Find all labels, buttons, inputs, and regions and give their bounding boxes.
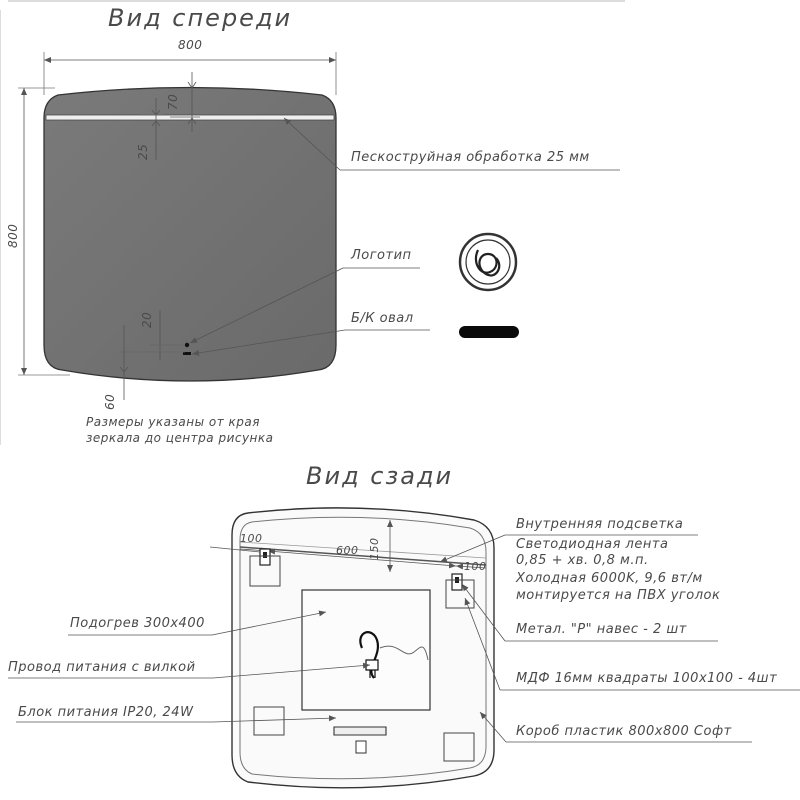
label-box: Короб пластик 800х800 Софт — [516, 724, 732, 739]
power-supply-socket — [356, 741, 366, 753]
dim-100-left-label: 100 — [240, 532, 263, 545]
back-view — [8, 508, 800, 788]
front-view — [18, 52, 620, 400]
label-backlight-5: монтируется на ПВХ уголок — [516, 588, 721, 603]
dim-70-label: 70 — [166, 93, 180, 110]
label-backlight-1: Внутренняя подсветка — [516, 517, 684, 532]
dim-width-label: 800 — [178, 38, 203, 52]
dim-20-label: 20 — [140, 311, 154, 328]
label-sandblast: Пескоструйная обработка 25 мм — [351, 150, 590, 165]
dim-height-label: 800 — [6, 223, 20, 248]
label-oval: Б/К овал — [351, 311, 414, 326]
label-backlight-4: Холодная 6000K, 9,6 вт/м — [516, 571, 703, 586]
note-line-1: Размеры указаны от края — [86, 415, 260, 429]
hanger-left — [260, 549, 270, 565]
label-backlight-2: Светодиодная лента — [516, 537, 669, 552]
dim-100-right-label: 100 — [464, 560, 487, 573]
label-logo: Логотип — [351, 248, 412, 263]
mirror-front — [44, 88, 336, 382]
label-heating: Подогрев 300х400 — [70, 616, 205, 631]
power-supply — [334, 727, 386, 735]
note-line-2: зеркала до центра рисунка — [86, 431, 274, 445]
hanger-right — [452, 574, 462, 590]
logo-mark — [185, 343, 189, 347]
dim-25-label: 25 — [136, 143, 150, 160]
label-mdf: МДФ 16мм квадраты 100х100 - 4шт — [516, 671, 778, 686]
back-view-title: Вид сзади — [306, 462, 454, 490]
heating-pad — [302, 590, 430, 710]
label-cable: Провод питания с вилкой — [8, 660, 196, 675]
dim-60-label: 60 — [103, 393, 117, 410]
front-view-title: Вид спереди — [108, 4, 293, 32]
dim-600-label: 600 — [336, 544, 359, 557]
oval-sample — [459, 326, 519, 338]
sandblast-strip — [46, 115, 334, 120]
dim-150-label: 150 — [368, 537, 381, 560]
oval-mark — [183, 352, 191, 355]
label-psu: Блок питания IP20, 24W — [18, 705, 194, 720]
label-hanger: Метал. "P" навес - 2 шт — [516, 622, 687, 637]
logo-emblem — [460, 234, 516, 290]
label-backlight-3: 0,85 + хв. 0,8 м.п. — [516, 553, 649, 568]
